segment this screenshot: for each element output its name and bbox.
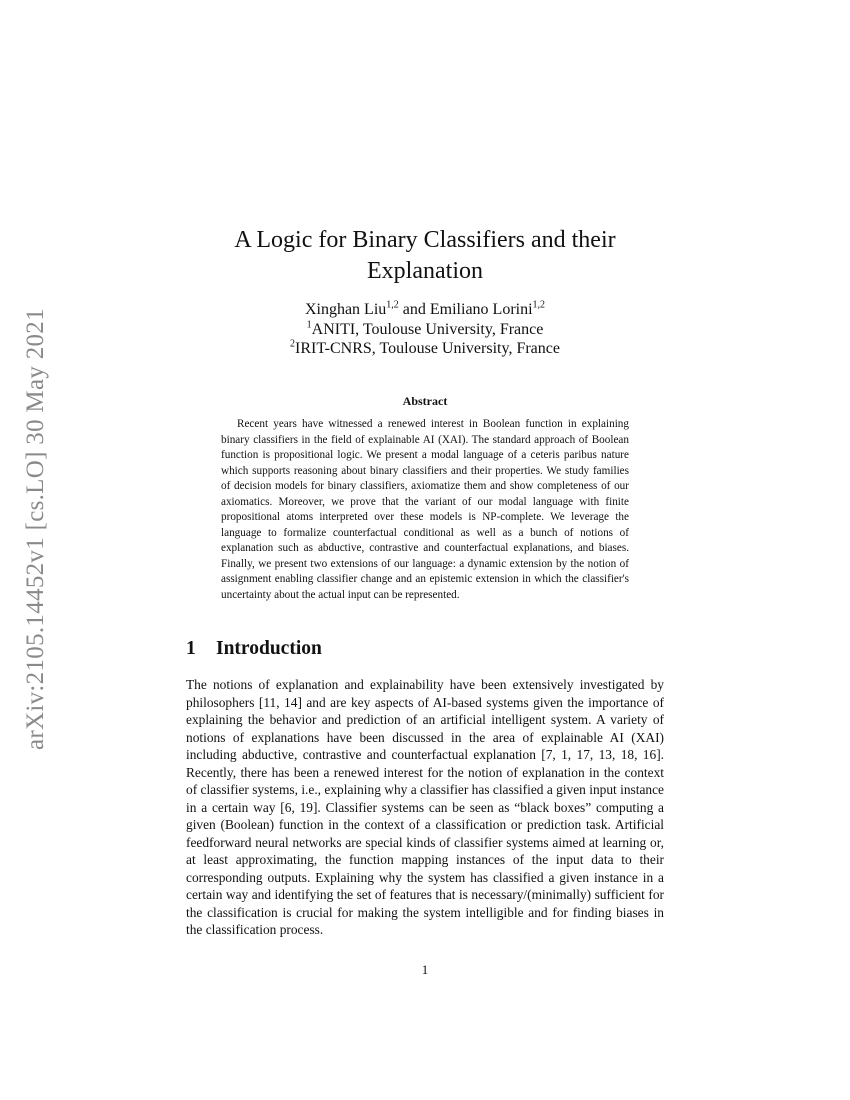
affiliation-line [186, 339, 664, 359]
paper-title: A Logic for Binary Classifiers and their Explanation [234, 227, 616, 284]
author-affiliation-marker: 1,2 [532, 299, 546, 311]
affiliation-marker: 2 [290, 338, 296, 350]
author-line [186, 300, 664, 320]
affiliation-text: IRIT-CNRS, Toulouse University, France [295, 340, 560, 357]
author-block [186, 300, 664, 359]
abstract-heading: Abstract [402, 394, 448, 408]
affiliation-marker: 1 [306, 319, 312, 331]
page-number: 1 [421, 962, 429, 977]
author-affiliation-marker: 1,2 [386, 299, 399, 311]
author-name: Xinghan Liu [304, 301, 387, 318]
affiliation-text: ANITI, Toulouse University, France [311, 320, 544, 338]
author-name: Emiliano Lorini [429, 301, 533, 318]
section-heading [186, 638, 322, 660]
abstract-body: Recent years have witnessed a renewed interest in Boolean function in explaining binary classifiers in the field of explainable AI (XAI). The standard approach of Boolean function is propositional logic. We present a modal language of a ceteris paribus nature which supports reasoning about binary classifiers and their properties. We study families of decision models for binary classifiers, axiomatize them and show completeness of our axiomatics. Moreover, we prove that the variant of our modal language with finite propositional atoms interpreted over these models is NP-complete. We leverage the language to formalize counterfactual conditional as well as a bunch of notions of explanation such as abductive, contrastive and counterfactual explanations, and biases. Finally, we present two extensions of our language: a dynamic extension by the notion of assignment enabling classifier change and an epistemic extension in which the classifier's uncertainty about the actual input can be represented. [221, 418, 629, 602]
author-conjunction: and [398, 301, 430, 318]
affiliation-line [186, 320, 664, 340]
section-body: The notions of explanation and explainability have been extensively investigated by philosophers [11, 14] and are key aspects of AI-based systems given the importance of explaining the behavior and prediction of an artificial intelligent system. A variety of notions of explanations have been discussed in the area of explainable AI (XAI) including abductive, contrastive and counterfactual explanation [7, 1, 17, 13, 18, 16]. Recently, there has been a renewed interest for the notion of explanation in the context of classifier systems, i.e., explaining why a classifier has classified a given input instance in a certain way [6, 19]. Classifier systems can be seen as “black boxes” computing a given (Boolean) function in the context of a classification or prediction task. Artificial feedforward neural networks are special kinds of classifier systems aimed at learning or, at least approximating, the function mapping instances of the input data to their corresponding outputs. Explaining why the system has classified a given instance in a certain way and identifying the set of features that is necessary/(minimally) sufficient for the classification is crucial for making the system intelligible and for finding biases in the classification process. [186, 677, 664, 937]
arxiv-identifier: arXiv:2105.14452v1 [cs.LO] 30 May 2021 [22, 308, 49, 750]
section-number: 1 [186, 638, 196, 659]
section-title: Introduction [216, 638, 322, 659]
